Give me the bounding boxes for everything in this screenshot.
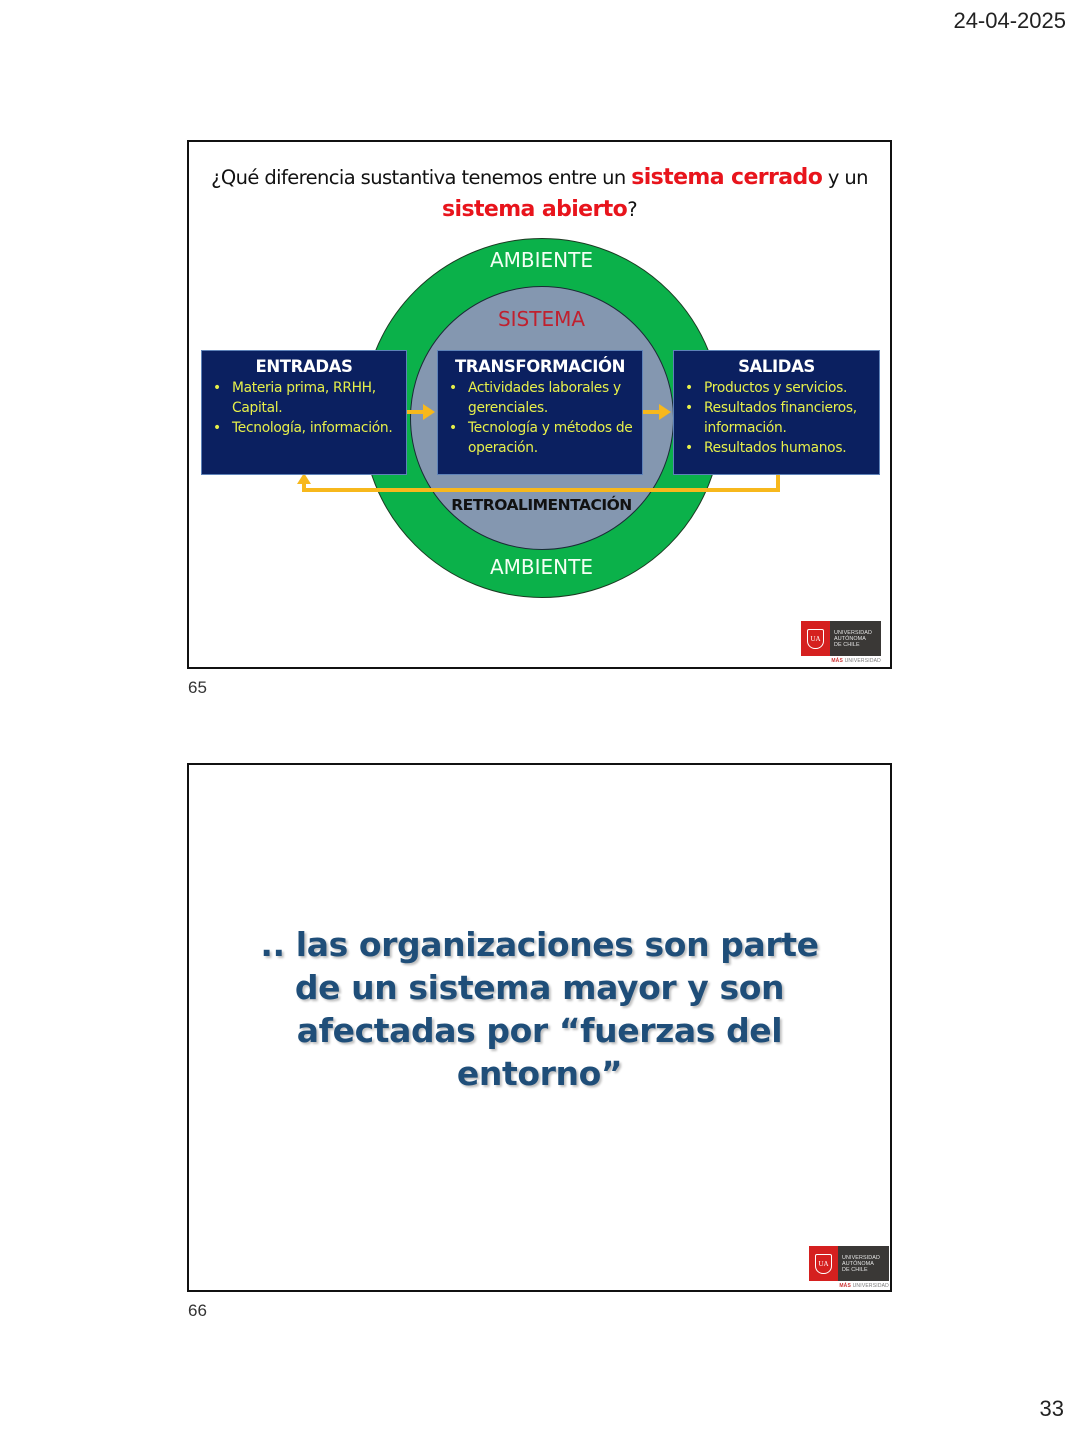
inputs-item: • Tecnología, información. <box>210 418 398 438</box>
outputs-title: SALIDAS <box>738 357 815 376</box>
highlight-open-system: sistema abierto <box>442 197 628 222</box>
logo-wordmark: UNIVERSIDAD AUTÓNOMA DE CHILE <box>830 621 881 656</box>
logo-wordmark: UNIVERSIDAD AUTÓNOMA DE CHILE <box>838 1246 889 1281</box>
shield-icon: UA <box>801 621 830 656</box>
logo-tagline: MÁS UNIVERSIDAD <box>839 1283 889 1289</box>
question-text-2: y un <box>822 166 868 189</box>
page-date: 24-04-2025 <box>953 8 1066 33</box>
logo-tagline: MÁS UNIVERSIDAD <box>831 658 881 664</box>
slide-question <box>189 162 890 226</box>
arrow-right-icon <box>407 410 425 414</box>
slide-quote: .. las organizaciones son parte de un sistema mayor y son afectadas por “fuerzas del entorno” <box>260 925 819 1093</box>
transformation-item: • Tecnología y métodos de operación. <box>446 418 634 458</box>
highlight-closed-system: sistema cerrado <box>631 165 823 190</box>
transformation-item: • Actividades laborales y gerenciales. <box>446 378 634 418</box>
outputs-box <box>673 350 880 475</box>
environment-label-top: AMBIENTE <box>489 248 593 272</box>
slide-65 <box>187 140 892 669</box>
inputs-box <box>201 350 407 475</box>
university-logo <box>801 621 881 664</box>
feedback-line-right <box>776 475 780 492</box>
slide-number: 65 <box>188 678 207 697</box>
question-mark: ? <box>627 198 637 221</box>
feedback-line <box>302 488 780 492</box>
slide-number: 66 <box>188 1301 207 1320</box>
arrow-right-icon <box>643 410 661 414</box>
transformation-title: TRANSFORMACIÓN <box>454 357 626 376</box>
environment-label-bottom: AMBIENTE <box>489 555 593 579</box>
page-number: 33 <box>1039 1396 1064 1421</box>
inputs-item: • Materia prima, RRHH, Capital. <box>210 378 398 418</box>
outputs-item: • Resultados humanos. <box>682 438 871 458</box>
university-logo <box>809 1246 889 1289</box>
transformation-box <box>437 350 643 475</box>
outputs-item: • Resultados financieros, información. <box>682 398 871 438</box>
outputs-item: • Productos y servicios. <box>682 378 871 398</box>
feedback-label: RETROALIMENTACIÓN <box>451 496 632 514</box>
question-text-1: ¿Qué diferencia sustantiva tenemos entre un <box>211 166 632 189</box>
inputs-title: ENTRADAS <box>255 357 353 376</box>
slide-66 <box>187 763 892 1292</box>
shield-icon: UA <box>809 1246 838 1281</box>
system-label: SISTEMA <box>497 307 586 331</box>
